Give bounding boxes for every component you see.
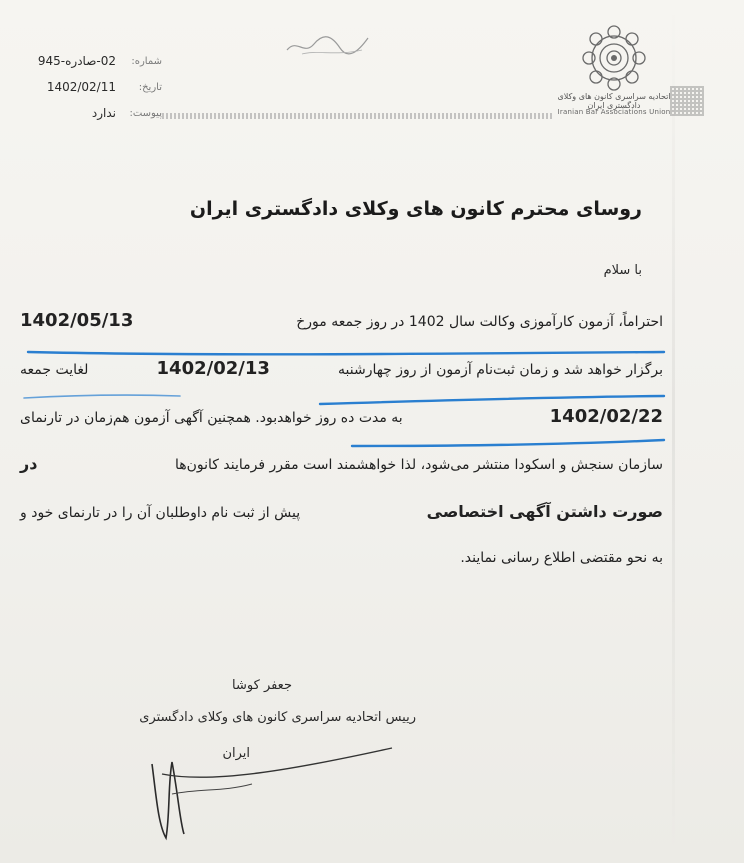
union-name-persian: اتحادیه سراسری کانون های وکلای دادگستری ایران <box>557 92 671 110</box>
body-line-4-bold: در <box>20 454 38 473</box>
body-line-4 <box>20 454 663 502</box>
registration-end-date: 1402/02/22 <box>549 406 663 427</box>
barcode-icon <box>670 86 704 116</box>
meta-date-row <box>14 80 174 106</box>
meta-attachment-label: پیوست: <box>129 108 162 119</box>
body-line-3-text: به مدت ده روز خواهدبود. همچنین آگهی آزمون هم‌زمان در تارنمای <box>20 410 403 426</box>
body-line-1-text: احتراماً، آزمون کارآموزی وکالت سال 1402 در روز جمعه مورخ <box>296 314 663 330</box>
body-line-5-bold: صورت داشتن آگهی اختصاصی <box>426 502 663 521</box>
signatory-country: ایران <box>222 746 250 761</box>
letter-greeting: با سلام <box>603 263 642 278</box>
meta-attachment-value: ندارد <box>91 106 116 120</box>
page-fold-shadow <box>672 0 675 863</box>
letter-heading: روسای محترم کانون های وکلای دادگستری ایران <box>189 198 642 220</box>
meta-attachment-row <box>14 106 174 132</box>
body-line-6 <box>20 550 663 598</box>
handwritten-signature <box>132 734 412 844</box>
body-line-4-text: سازمان سنجش و اسکودا منتشر می‌شود، لذا خواهشمند است مقرر فرمایند کانون‌ها <box>174 457 663 473</box>
signatory-title: رییس اتحادیه سراسری کانون های وکلای دادگستری <box>139 710 416 725</box>
meta-date-label: تاریخ: <box>138 82 162 93</box>
meta-date-value: 1402/02/11 <box>46 80 116 94</box>
body-line-2 <box>20 358 663 406</box>
body-line-1 <box>20 310 663 358</box>
body-line-5-text: پیش از ثبت نام داوطلبان آن را در تارنمای خود و <box>20 505 301 521</box>
registration-start-date: 1402/02/13 <box>156 358 270 379</box>
body-line-2-text: برگزار خواهد شد و زمان ثبت‌نام آزمون از روز چهارشنبه <box>338 362 663 378</box>
body-line-5 <box>20 502 663 550</box>
initials-scribble <box>282 30 372 60</box>
body-line-3 <box>20 406 663 454</box>
signatory-name: جعفر کوشا <box>232 678 292 693</box>
letter-meta <box>14 54 174 132</box>
meta-number-label: شماره: <box>131 56 162 67</box>
header-divider <box>162 113 552 119</box>
meta-number-row <box>14 54 174 80</box>
body-line-6-text: به نحو مقتضی اطلاع رسانی نمایند. <box>460 550 663 566</box>
letter-body <box>20 310 663 598</box>
exam-date: 1402/05/13 <box>20 310 134 331</box>
meta-number-value: 02-صادره-945 <box>37 54 116 68</box>
union-name-english: Iranian Bar Associations Union <box>557 108 671 116</box>
body-line-2-tail: لغایت جمعه <box>20 362 89 378</box>
